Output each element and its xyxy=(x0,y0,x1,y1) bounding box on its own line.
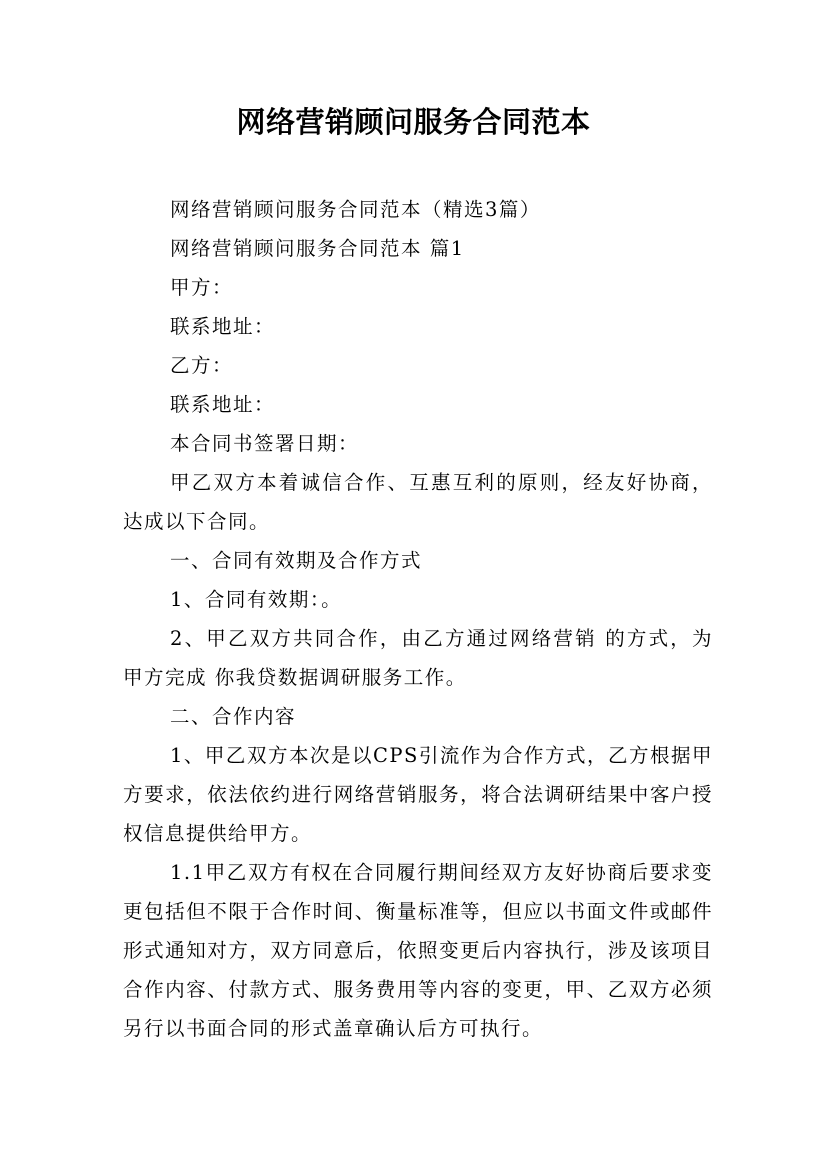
paragraph-party-b: 乙方： xyxy=(170,354,234,377)
paragraph-preamble: 甲乙双方本着诚信合作、互惠互利的原则，经友好协商，达成以下合同。 xyxy=(123,471,713,533)
paragraph-heading-term: 一、合同有效期及合作方式 xyxy=(170,549,423,572)
paragraph-heading-content: 二、合作内容 xyxy=(170,705,297,728)
paragraph-clause-1: 1、合同有效期：。 xyxy=(170,588,343,611)
paragraph-party-a-address: 联系地址： xyxy=(170,315,276,338)
paragraph-party-a: 甲方： xyxy=(170,276,234,299)
paragraph-content-1-1: 1.1甲乙双方有权在合同履行期间经双方友好协商后要求变更包括但不限于合作时间、衡量标准等，但应以书面文件或邮件形式通知对方，双方同意后，依照变更后内容执行，涉及该项目合作内容、付款方式、服务费用等内容的变更，甲、乙双方必须另行以书面合同的形式盖章确认后方可执行。 xyxy=(123,861,713,1040)
paragraph-subtitle: 网络营销顾问服务合同范本（精选3篇） xyxy=(170,198,541,221)
paragraph-party-b-address: 联系地址： xyxy=(170,393,276,416)
document-body xyxy=(123,190,713,1048)
paragraph-clause-2: 2、甲乙双方共同合作，由乙方通过网络营销 的方式，为甲方完成 你我贷数据调研服务工作。 xyxy=(123,627,713,689)
paragraph-section-heading: 网络营销顾问服务合同范本 篇1 xyxy=(170,237,465,260)
paragraph-content-1: 1、甲乙双方本次是以CPS引流作为合作方式，乙方根据甲方要求，依法依约进行网络营销服务，将合法调研结果中客户授权信息提供给甲方。 xyxy=(123,744,713,845)
paragraph-signing-date: 本合同书签署日期： xyxy=(170,432,360,455)
document-title: 网络营销顾问服务合同范本 xyxy=(236,105,591,139)
